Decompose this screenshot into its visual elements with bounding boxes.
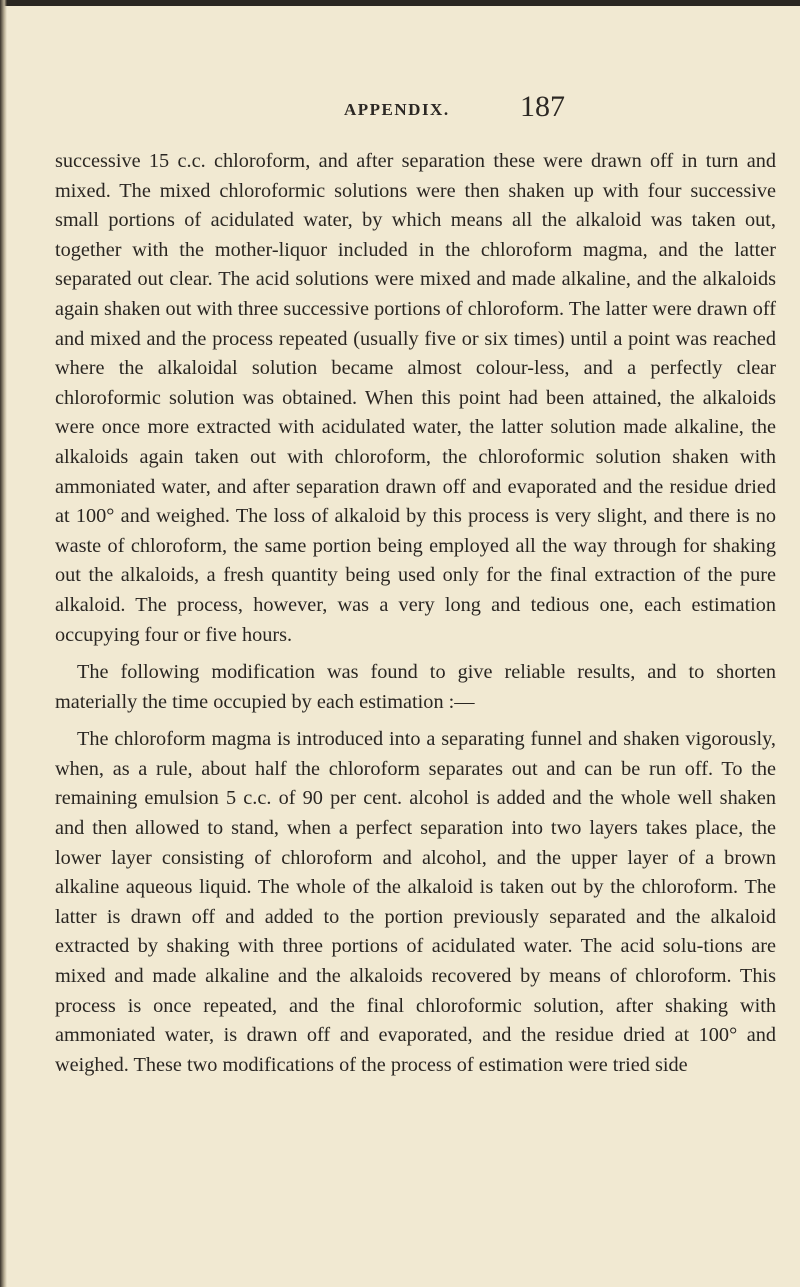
running-head: APPENDIX. — [344, 100, 450, 119]
paragraph-continuation: successive 15 c.c. chloroform, and after separation these were drawn off in turn and mixed. The mixed chloroformic solutions were then shaken up with four successive small portions of acidulated water, by which means all the alkaloid was taken out, together with the mother-liquor included in the chloroform magma, and the latter separated out clear. The acid solutions were mixed and made alkaline, and the alkaloids again shaken out with three successive portions of chloroform. The latter were drawn off and mixed and the process repeated (usually five or six times) until a point was reached where the alkaloidal solution became almost colour-less, and a perfectly clear chloroformic solution was obtained. When this point had been attained, the alkaloids were once more extracted with acidulated water, the latter solution made alkaline, the alkaloids again taken out with chloroform, the chloroformic solution shaken with ammoniated water, and after separation drawn off and evaporated and the residue dried at 100° and weighed. The loss of alkaloid by this process is very slight, and there is no waste of chloroform, the same portion being employed all the way through for shaking out the alkaloids, a fresh quantity being used only for the final extraction of the pure alkaloid. The process, however, was a very long and tedious one, each estimation occupying four or five hours. — [55, 150, 776, 646]
body-text — [55, 147, 776, 1080]
page-header — [0, 90, 800, 130]
page-edge-shadow — [0, 0, 7, 1287]
page-number: 187 — [520, 90, 565, 123]
top-border — [0, 0, 800, 6]
paragraph-modification-intro: The following modification was found to give reliable results, and to shorten materially the time occupied by each estimation :— — [55, 661, 776, 713]
paragraph-modified-process: The chloroform magma is introduced into a separating funnel and shaken vigorously, when, as a rule, about half the chloroform separates out and can be run off. To the remaining emulsion 5 c.c. of 90 per cent. alcohol is added and the whole well shaken and then allowed to stand, when a perfect separation into two layers takes place, the lower layer consisting of chloroform and alcohol, and the upper layer of a brown alkaline aqueous liquid. The whole of the alkaloid is taken out by the chloroform. The latter is drawn off and added to the portion previously separated and the alkaloid extracted by shaking with three portions of acidulated water. The acid solu-tions are mixed and made alkaline and the alkaloids recovered by means of chloroform. This process is once repeated, and the final chloroformic solution, after shaking with ammoniated water, is drawn off and evaporated, and the residue dried at 100° and weighed. These two modifications of the process of estimation were tried side — [55, 728, 776, 1076]
